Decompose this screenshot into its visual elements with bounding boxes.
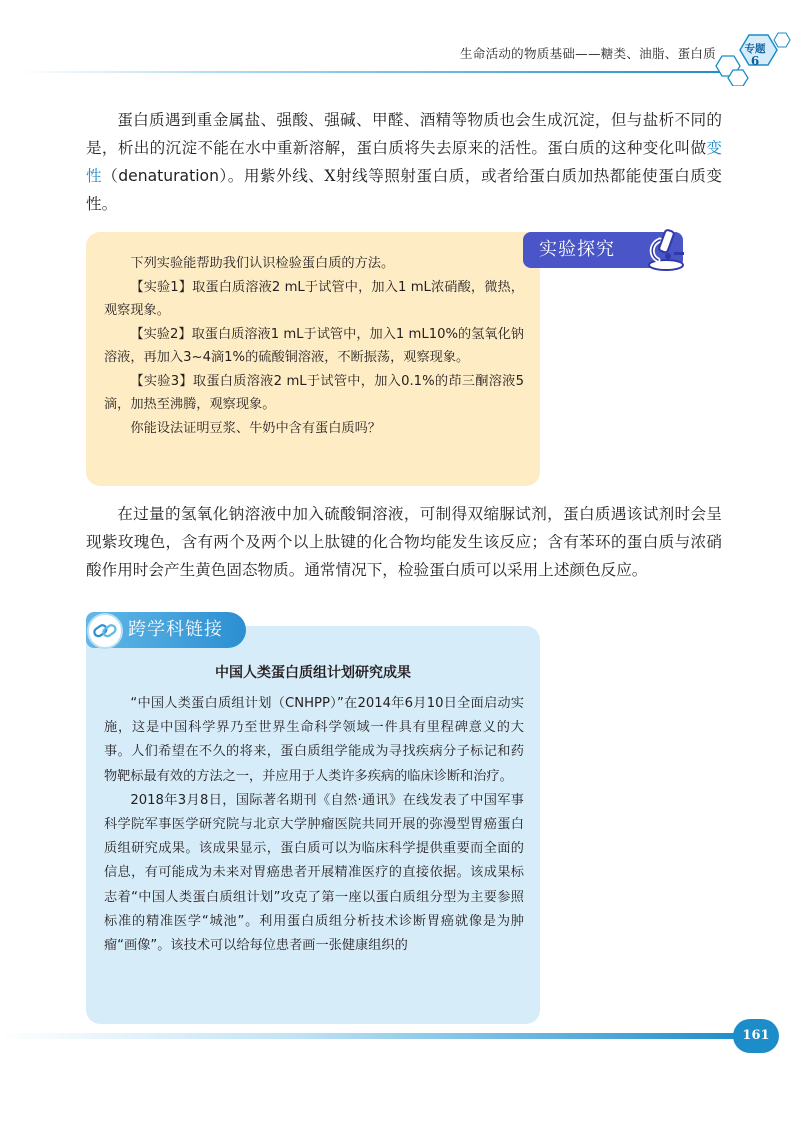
term-denaturation: 变性	[86, 139, 722, 185]
experiment-2: 【实验2】取蛋白质溶液1 mL于试管中，加入1 mL10%的氢氧化钠溶液，再加入3~4滴1%的硫酸铜溶液，不断振荡，观察现象。	[104, 326, 524, 365]
microscope-icon	[638, 224, 690, 272]
cross-link-content	[104, 692, 524, 958]
topic-badge-number: 6	[750, 54, 760, 68]
experiment-tag-label: 实验探究	[539, 239, 615, 260]
topic-badge-label: 专题	[744, 43, 766, 55]
cross-link-title: 中国人类蛋白质组计划研究成果	[215, 665, 411, 681]
experiment-1: 【实验1】取蛋白质溶液2 mL于试管中，加入1 mL浓硝酸，微热，观察现象。	[104, 279, 524, 318]
topic-badge	[740, 43, 770, 67]
paragraph1-text-b: 。用紫外线、X射线等照射蛋白质，或者给蛋白质加热都能使蛋白质变性。	[86, 167, 722, 213]
header-rule	[18, 71, 733, 73]
cross-link-paragraph-1: “中国人类蛋白质组计划（CNHPP）”在2014年6月10日全面启动实施，这是中国科学界乃至世界生命科学领域一件具有里程碑意义的大事。人们希望在不久的将来，蛋白质组学能成为寻找疾病分子标记和药物靶标最有效的方法之一，并应用于人类许多疾病的临床诊断和治疗。	[104, 696, 524, 784]
experiment-3: 【实验3】取蛋白质溶液2 mL于试管中，加入0.1%的茚三酮溶液5滴，加热至沸腾，观察现象。	[104, 373, 524, 412]
cross-link-tag-label: 跨学科链接	[128, 619, 223, 640]
paragraph-color-reaction: 在过量的氢氧化钠溶液中加入硫酸铜溶液，可制得双缩脲试剂，蛋白质遇该试剂时会呈现紫玫瑰色，含有两个及两个以上肽键的化合物均能发生该反应；含有苯环的蛋白质与浓硝酸作用时会产生黄色固态物质。通常情况下，检验蛋白质可以采用上述颜色反应。	[86, 505, 722, 579]
page-number: 161	[742, 1028, 770, 1043]
chapter-title: 生命活动的物质基础——糖类、油脂、蛋白质	[459, 46, 716, 61]
paragraph1-text-a: 蛋白质遇到重金属盐、强酸、强碱、甲醛、酒精等物质也会生成沉淀，但与盐析不同的是，析出的沉淀不能在水中重新溶解，蛋白质将失去原来的活性。蛋白质的这种变化叫做	[86, 111, 722, 157]
cross-link-paragraph-2: 2018年3月8日，国际著名期刊《自然·通讯》在线发表了中国军事科学院军事医学研究院与北京大学肿瘤医院共同开展的弥漫型胃癌蛋白质组研究成果。该成果显示，蛋白质可以为临床科学提供重要而全面的信息，有可能成为未来对胃癌患者开展精准医疗的直接依据。该成果标志着“中国人类蛋白质组计划”攻克了第一座以蛋白质组分型为主要参照标准的精准医学“城池”。利用蛋白质组分析技术诊断胃癌就像是为肿瘤“画像”。该技术可以给每位患者画一张健康组织的	[104, 792, 524, 954]
paragraph-denaturation	[86, 106, 722, 218]
experiment-question: 你能设法证明豆浆、牛奶中含有蛋白质吗？	[130, 420, 381, 436]
footer-rule	[0, 1033, 745, 1039]
link-chain-icon	[86, 612, 124, 650]
experiment-intro: 下列实验能帮助我们认识检验蛋白质的方法。	[130, 256, 395, 271]
experiment-content	[104, 252, 524, 440]
term-latin: （denaturation）	[102, 167, 228, 185]
